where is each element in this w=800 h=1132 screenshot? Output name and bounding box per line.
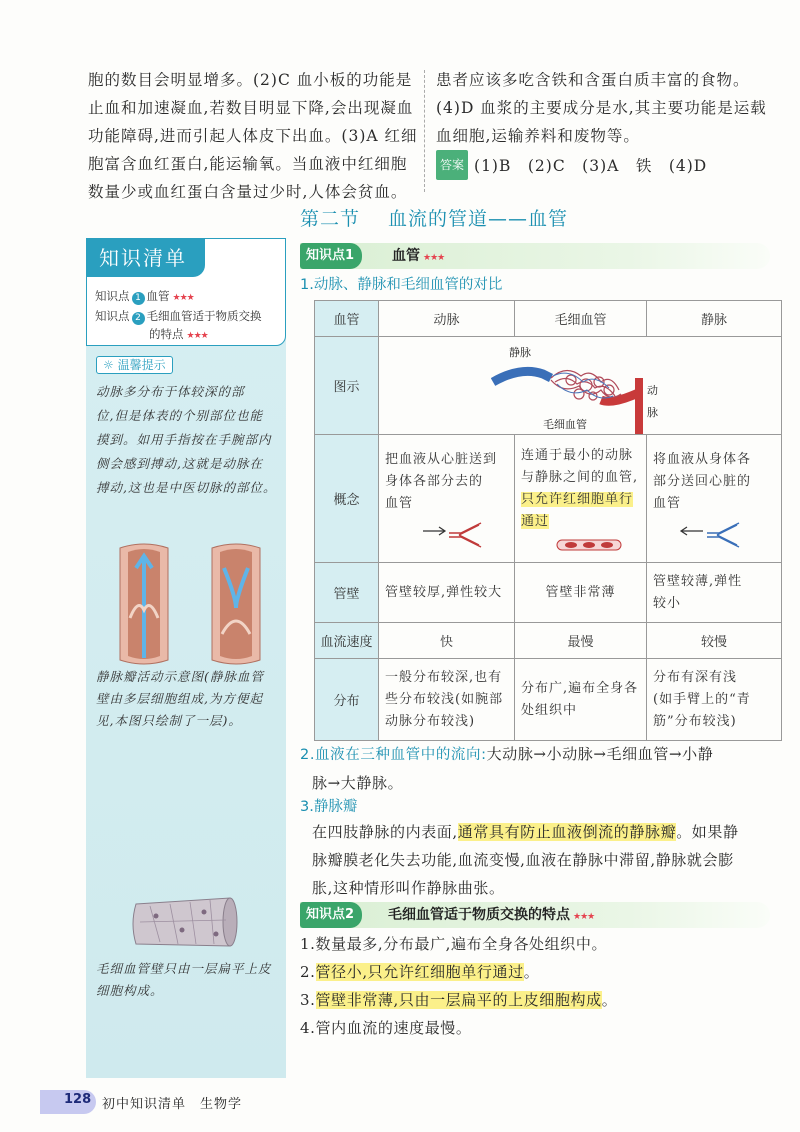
para-text: 。如果静 <box>676 823 739 841</box>
star-rating: ★★★ <box>186 331 208 341</box>
section-title <box>300 204 568 231</box>
cell-line: 较小 <box>653 595 682 611</box>
tip-label <box>96 356 173 374</box>
item-prefix: 知识点 <box>95 309 130 323</box>
cell-line: 一般分布较深,也有 <box>385 669 503 685</box>
para-text: 在四肢静脉的内表面, <box>312 823 458 841</box>
artery-concept-cell <box>379 435 515 563</box>
capillary-features-list <box>300 930 780 1042</box>
vein-flow-icon <box>677 521 757 549</box>
flow-direction-paragraph <box>300 740 780 797</box>
knowledge-box <box>86 238 286 346</box>
caption-line: 毛细血管壁只由一层扁平上皮 <box>96 961 272 976</box>
text-line: 血细胞,运输养料和废物等。 <box>436 127 640 145</box>
table-header-cell: 毛细血管 <box>515 301 647 337</box>
list-num: 2. <box>300 963 316 981</box>
subheading-valve: 3.静脉瓣 <box>300 799 358 815</box>
capillary-flow-icon <box>555 537 625 553</box>
cell-line: 分布有深有浅 <box>653 669 738 685</box>
table-row <box>315 563 782 623</box>
table-header-cell: 动脉 <box>379 301 515 337</box>
table-row <box>315 435 782 563</box>
table-cell: 快 <box>379 623 515 659</box>
vessel-comparison-table <box>314 300 782 741</box>
item-text: 的特点 <box>149 327 184 341</box>
answer-text: (1)B (2)C (3)A 铁 (4)D <box>474 157 708 175</box>
cell-text <box>515 445 646 533</box>
capillary-wall-illustration <box>130 892 240 952</box>
diagram-label-vein: 静脉 <box>509 345 531 359</box>
number-badge: 2 <box>132 312 145 325</box>
flow-text: 脉→大静脉。 <box>312 774 404 792</box>
vein-valve-illustration <box>100 538 280 668</box>
cell-line: 身体各部分去的 <box>385 473 484 489</box>
text-line: (4)D 血浆的主要成分是水,其主要功能是运载 <box>436 99 767 117</box>
tip-line: 摸到。如用手指按在手腕部内 <box>96 432 272 447</box>
row-header: 血流速度 <box>315 623 379 659</box>
row-header: 图示 <box>315 337 379 435</box>
text-line: 止血和加速凝血,若数目明显下降,会出现凝血 <box>88 99 414 117</box>
tip-line: 动脉多分布于体较深的部 <box>96 384 245 399</box>
cell-line: 连通于最小的动脉 <box>521 447 634 463</box>
knowledge-point-1-bar <box>300 243 770 269</box>
sidebar <box>86 238 286 1078</box>
top-continuation <box>88 66 768 201</box>
book-title: 初中知识清单 生物学 <box>102 1097 243 1112</box>
diagram-label-capillary: 毛细血管 <box>543 417 587 431</box>
table-cell <box>515 659 647 741</box>
list-item: 4.管内血流的速度最慢。 <box>300 1019 472 1037</box>
table-row <box>315 337 782 435</box>
table-cell: 管壁较厚,弹性较大 <box>379 563 515 623</box>
vein-caption <box>96 666 282 732</box>
diagram-label-artery-2: 脉 <box>647 405 658 419</box>
table-row <box>315 623 782 659</box>
knowledge-point-title <box>388 902 594 928</box>
highlight-text: 通过 <box>521 513 550 529</box>
cell-text <box>379 449 514 515</box>
para-text: 脉瓣膜老化失去功能,血流变慢,血液在静脉中滞留,静脉就会膨 <box>312 851 734 869</box>
table-cell: 较慢 <box>647 623 782 659</box>
knowledge-item-cont <box>95 325 285 345</box>
caption-line: 见,本图只绘制了一层)。 <box>96 713 242 728</box>
flow-text: 大动脉→小动脉→毛细血管→小静 <box>486 745 714 763</box>
tip-line: 搏动,这也是中医切脉的部位。 <box>96 480 277 495</box>
diagram-cell <box>379 337 782 435</box>
cell-line: 处组织中 <box>521 702 578 718</box>
row-header: 管壁 <box>315 563 379 623</box>
list-end: 。 <box>601 991 618 1009</box>
kp-title-text: 血管 <box>392 248 420 264</box>
knowledge-point-label: 知识点2 <box>300 902 362 928</box>
capillary-caption <box>96 958 282 1002</box>
cell-line: 将血液从身体各 <box>653 451 752 467</box>
text-line: 数量少或血红蛋白含量过少时,人体会贫血。 <box>88 183 408 201</box>
cell-line: (如手臂上的“青 <box>653 691 751 707</box>
knowledge-box-title: 知识清单 <box>87 239 205 277</box>
table-cell: 管壁非常薄 <box>515 563 647 623</box>
knowledge-item <box>95 287 285 307</box>
top-right-column <box>436 66 770 180</box>
cell-line: 些分布较浅(如腕部 <box>385 691 504 707</box>
table-header-cell: 血管 <box>315 301 379 337</box>
cell-line: 管壁较薄,弹性 <box>653 573 743 589</box>
table-cell <box>647 563 782 623</box>
tip-label-text: 温馨提示 <box>117 358 166 372</box>
cell-line: 部分送回心脏的 <box>653 473 752 489</box>
cell-line: 血管 <box>653 495 682 511</box>
vein-closed-valve <box>212 544 260 664</box>
column-divider <box>424 70 425 192</box>
table-cell <box>379 659 515 741</box>
cell-line: 筋”分布较浅) <box>653 713 737 729</box>
text-line: 功能障碍,进而引起人体皮下出血。(3)A 红细 <box>88 127 418 145</box>
tip-line: 位,但是体表的个别部位也能 <box>96 408 263 423</box>
lightbulb-icon: ☼ <box>103 358 114 372</box>
capillary-concept-cell <box>515 435 647 563</box>
table-cell: 最慢 <box>515 623 647 659</box>
knowledge-point-title <box>392 243 444 269</box>
list-item <box>300 958 780 986</box>
cell-line: 分布广,遍布全身各 <box>521 680 639 696</box>
answer-badge: 答案 <box>436 150 468 180</box>
star-rating: ★★★ <box>573 912 595 922</box>
diagram-label-artery-1: 动 <box>647 383 658 397</box>
row-header: 分布 <box>315 659 379 741</box>
table-cell <box>647 659 782 741</box>
answer-line <box>436 150 770 180</box>
text-line: 胞富含血红蛋白,能运输氧。当血液中红细胞 <box>88 155 408 173</box>
star-rating: ★★★ <box>172 293 194 303</box>
subheading-flow: 2.血液在三种血管中的流向: <box>300 747 487 763</box>
list-num: 3. <box>300 991 316 1009</box>
highlight-text: 管壁非常薄,只由一层扁平的上皮细胞构成 <box>315 991 602 1009</box>
cell-text <box>647 449 781 515</box>
valve-paragraph <box>312 818 782 902</box>
text-line: 患者应该多吃含铁和含蛋白质丰富的食物。 <box>436 71 750 89</box>
artery-flow-icon <box>419 521 499 549</box>
vein-open-valve <box>120 544 168 664</box>
table-row <box>315 301 782 337</box>
highlight-text: 管径小,只允许红细胞单行通过 <box>315 963 524 981</box>
cell-line: 动脉分布较浅) <box>385 713 476 729</box>
caption-line: 细胞构成。 <box>96 983 164 998</box>
knowledge-item <box>95 307 285 325</box>
list-item <box>300 986 780 1014</box>
cell-line: 血管 <box>385 495 414 511</box>
tip-line: 侧会感到搏动,这就是动脉在 <box>96 456 263 471</box>
knowledge-list <box>95 287 285 345</box>
list-end: 。 <box>523 963 540 981</box>
list-item: 1.数量最多,分布最广,遍布全身各处组织中。 <box>300 935 608 953</box>
cell-line: 把血液从心脏送到 <box>385 451 498 467</box>
kp-title-text: 毛细血管适于物质交换的特点 <box>388 907 570 923</box>
vessel-network-diagram <box>491 338 671 434</box>
item-prefix: 知识点 <box>95 289 130 303</box>
highlight-text: 通常具有防止血液倒流的静脉瓣 <box>457 823 677 841</box>
table-header-cell: 静脉 <box>647 301 782 337</box>
section-number: 第二节 <box>300 208 361 230</box>
caption-line: 静脉瓣活动示意图(静脉血管 <box>96 669 264 684</box>
text-line: 胞的数目会明显增多。(2)C 血小板的功能是 <box>88 71 413 89</box>
top-left-column <box>88 66 420 206</box>
knowledge-point-label: 知识点1 <box>300 243 362 269</box>
item-text: 毛细血管适于物质交换 <box>146 309 262 323</box>
highlight-text: 只允许红细胞单行 <box>521 491 634 507</box>
subheading-comparison: 1.动脉、静脉和毛细血管的对比 <box>300 277 503 293</box>
table-row <box>315 659 782 741</box>
star-rating: ★★★ <box>423 253 445 263</box>
number-badge: 1 <box>132 292 145 305</box>
cell-line: 与静脉之间的血管, <box>521 469 639 485</box>
knowledge-point-2-bar <box>300 902 770 928</box>
item-text: 血管 <box>146 289 170 303</box>
tip-text <box>96 380 278 500</box>
vein-concept-cell <box>647 435 782 563</box>
para-text: 胀,这种情形叫作静脉曲张。 <box>312 879 505 897</box>
page-number: 128 <box>64 1092 92 1107</box>
row-header: 概念 <box>315 435 379 563</box>
caption-line: 壁由多层细胞组成,为方便起 <box>96 691 263 706</box>
section-name: 血流的管道——血管 <box>388 208 569 230</box>
